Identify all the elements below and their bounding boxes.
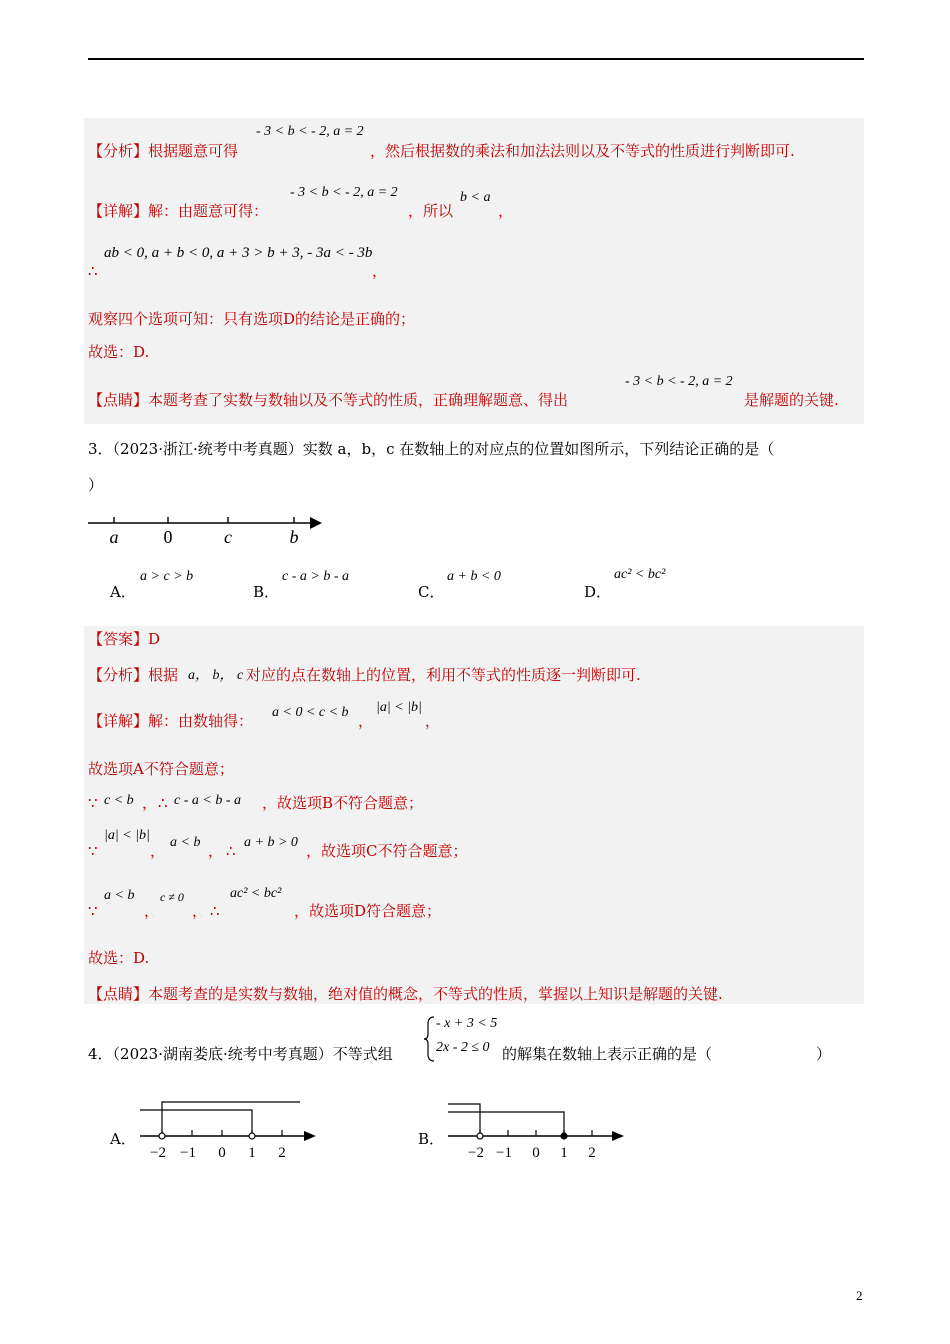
q2-therefore: ∴ [88,262,98,280]
q3-line-c-m1: |a| < |b| [104,828,150,843]
q2-choose: 故选：D. [88,343,150,361]
detail-text: 解：由数轴得： [148,712,254,730]
detail-text: 解：由题意可得： [148,202,269,220]
q4-stem: 4．（2023·湖南娄底·统考中考真题）不等式组 [88,1045,393,1063]
q3-line-c-because: ∵ [88,842,98,860]
q4-option-a[interactable]: A． [110,1130,136,1148]
q4-stem-post: 的解集在数轴上表示正确的是（ [502,1045,713,1063]
q3-line-b-because: ∵ [88,794,98,812]
q4-option-b-number-line[interactable] [446,1094,636,1160]
q3-line-d-m3: ac² < bc² [230,886,282,901]
q3-detail [88,712,253,730]
comment-label: 【点睛】 [88,985,149,1003]
q2-observe: 观察四个选项可知：只有选项D的结论是正确的； [88,310,416,328]
q3-detail-end: ， [425,712,441,730]
analysis-label: 【分析】 [88,142,149,160]
system-brace [422,1014,436,1064]
q3-analysis-post: 对应的点在数轴上的位置，利用不等式的性质逐一判断即可. [246,666,641,684]
q3-option-d-math[interactable]: ac² < bc² [614,567,666,582]
label-a: a [109,527,119,547]
tick-label: 1 [560,1145,568,1160]
q2-therefore-end: ， [372,262,388,280]
q3-detail-math1: a < 0 < c < b [272,705,349,720]
tick-label: −2 [468,1145,484,1160]
page-number: 2 [856,1288,863,1303]
q3-option-b-letter[interactable]: B． [253,583,280,601]
q2-comment-math: - 3 < b < - 2, a = 2 [625,374,733,389]
q2-solution-block [84,118,864,424]
q3-line-b-m1: c < b [104,793,134,808]
q2-analysis-post: ，然后根据数的乘法和加法法则以及不等式的性质进行判断即可. [370,142,795,160]
q4-option-b[interactable]: B． [418,1130,445,1148]
q2-detail-math2: b < a [460,190,491,205]
q3-line-d-sep2: ， [192,902,208,920]
q2-detail-end: ， [498,202,514,220]
ray-right [162,1102,300,1136]
q3-stem: 3．（2023·浙江·统考中考真题）实数 a，b，c 在数轴上的对应点的位置如图所示，下列结论正确的是（ [88,440,775,458]
q3-line-c-m2: a < b [170,835,201,850]
analysis-label: 【分析】 [88,666,149,684]
q3-line-b-sep: ， [142,794,158,812]
q3-line-d-therefore: ∴ [210,902,220,920]
q3-option-b-math[interactable]: c - a > b - a [282,569,349,584]
open-dot [159,1133,165,1139]
q3-stem-close: ） [88,476,104,494]
tick-label: 1 [248,1145,256,1160]
q3-option-a-letter[interactable]: A． [110,583,136,601]
comment-text: 本题考查了实数与数轴以及不等式的性质，正确理解题意、得出 [148,391,569,409]
detail-label: 【详解】 [88,712,149,730]
tick-label: −1 [180,1145,196,1160]
q3-line-c-m3: a + b > 0 [244,835,298,850]
q3-detail-math2: |a| < |b| [376,700,422,715]
axis-arrow [310,517,322,529]
q3-option-c-letter[interactable]: C． [418,583,445,601]
label-0: 0 [163,527,173,547]
tick-label: −1 [496,1145,512,1160]
tick-label: 2 [588,1145,596,1160]
q3-line-c-therefore: ∴ [226,842,236,860]
q3-comment [88,985,723,1003]
q3-analysis-math: a， b， c [188,668,244,683]
q2-detail-mid: ，所以 [408,202,454,220]
q2-comment-post: 是解题的关键. [744,391,839,409]
open-dot [249,1133,255,1139]
axis-arrow [612,1131,624,1141]
ray-left [140,1110,252,1136]
q3-choose: 故选：D. [88,949,150,967]
q3-detail-sep: ， [358,712,374,730]
q3-line-d-m1: a < b [104,888,135,903]
q3-option-d-letter[interactable]: D． [584,583,612,601]
q3-line-d-because: ∵ [88,902,98,920]
q3-analysis [88,666,178,684]
label-b: b [289,527,299,547]
q2-analysis-math: - 3 < b < - 2, a = 2 [256,124,364,139]
open-dot [477,1133,483,1139]
closed-dot [561,1133,567,1139]
q3-number-line [84,508,334,548]
comment-label: 【点睛】 [88,391,149,409]
ray-left-outer [448,1104,480,1136]
tick-label: −2 [150,1145,166,1160]
q2-analysis [88,142,238,160]
tick-label: 2 [278,1145,286,1160]
q3-line-a: 故选项A不符合题意； [88,760,234,778]
q3-line-d-post: ，故选项D符合题意； [294,902,442,920]
analysis-text: 根据题意可得 [148,142,239,160]
comment-text: 本题考查的是实数与数轴，绝对值的概念，不等式的性质，掌握以上知识是解题的关键. [148,985,723,1003]
tick-label: 0 [218,1145,226,1160]
q3-option-a-math[interactable]: a > c > b [140,569,194,584]
q3-line-d-m2: c ≠ 0 [160,890,184,904]
q3-answer: 【答案】D [88,630,161,648]
q4-system-line1: - x + 3 < 5 [436,1016,498,1031]
q3-line-c-sep2: ， [208,842,224,860]
ray-left-inner [448,1112,564,1136]
tick-label: 0 [532,1145,540,1160]
q2-detail-math1: - 3 < b < - 2, a = 2 [290,185,398,200]
q3-line-b-post: ，故选项B不符合题意； [262,794,424,812]
analysis-text: 根据 [148,666,179,684]
q2-comment [88,391,568,409]
label-c: c [224,527,232,547]
q4-option-a-number-line[interactable] [138,1094,328,1160]
axis-arrow [304,1131,316,1141]
q3-line-d-sep1: ， [144,902,160,920]
q2-detail [88,202,268,220]
q3-option-c-math[interactable]: a + b < 0 [447,569,501,584]
q2-therefore-math: ab < 0, a + b < 0, a + 3 > b + 3, - 3a < - 3b [104,245,373,261]
q3-line-b-therefore: ∴ [158,794,168,812]
q3-line-c-sep1: ， [150,842,166,860]
detail-label: 【详解】 [88,202,149,220]
q4-stem-close: ） [816,1045,832,1063]
header-rule [88,58,864,60]
q3-line-c-post: ，故选项C不符合题意； [306,842,468,860]
q4-system-line2: 2x - 2 ≤ 0 [436,1040,490,1055]
q3-line-b-m2: c - a < b - a [174,793,241,808]
